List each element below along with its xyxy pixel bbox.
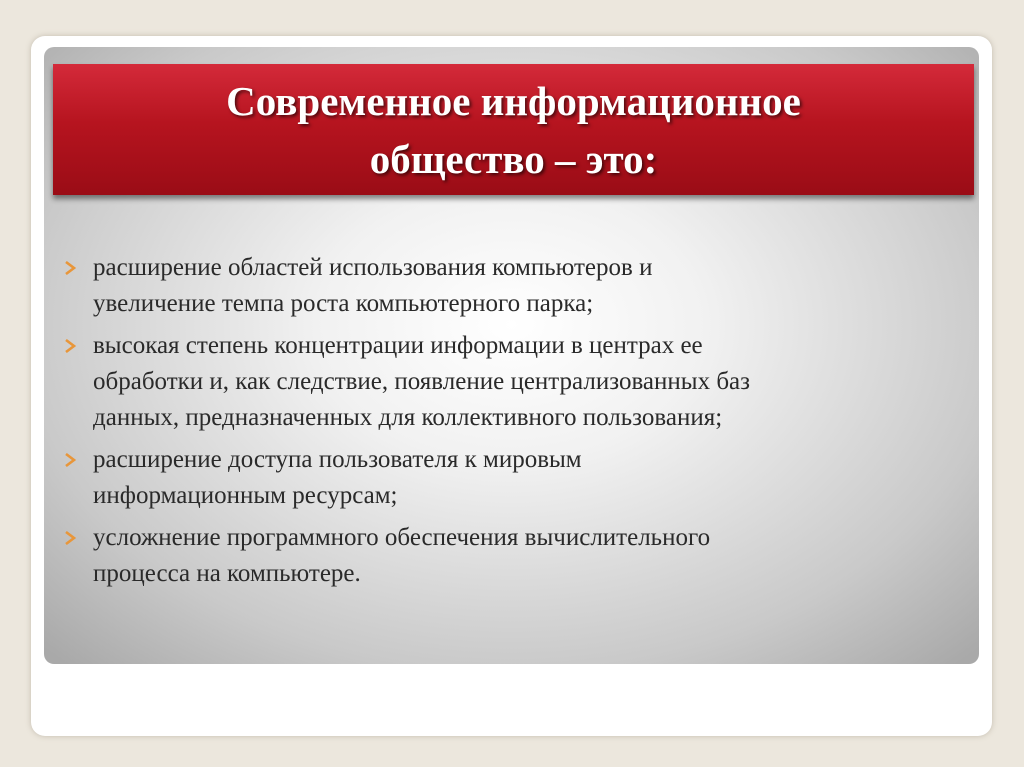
bullet-text-line: информационным ресурсам; — [93, 482, 398, 509]
bullet-text-line: процесса на компьютере. — [93, 560, 361, 587]
bullet-text-line: обработки и, как следствие, появление централизованных баз — [93, 368, 751, 395]
slide-title-line-2: общество – это: — [369, 135, 658, 182]
slide-title-line-1: Современное информационное — [226, 77, 801, 124]
bullet-text-line: высокая степень концентрации информации в центрах ее — [93, 332, 703, 359]
title-banner — [53, 64, 974, 195]
bullet-item — [64, 328, 964, 436]
slide-frame — [31, 36, 992, 736]
slide-title — [226, 72, 801, 188]
chevron-right-icon — [64, 250, 82, 286]
bullet-item — [64, 250, 964, 322]
bullet-text-line: усложнение программного обеспечения вычислительного — [93, 524, 711, 551]
bullet-item — [64, 520, 964, 592]
bullet-text-line: расширение доступа пользователя к мировым — [93, 446, 582, 473]
bullet-list — [64, 250, 964, 598]
bullet-text-line: расширение областей использования компьютеров и — [93, 254, 653, 281]
bullet-item — [64, 442, 964, 514]
bullet-text-line: данных, предназначенных для коллективного пользования; — [93, 404, 723, 431]
content-panel — [44, 47, 979, 664]
bullet-text-line: увеличение темпа роста компьютерного парка; — [93, 290, 594, 317]
chevron-right-icon — [64, 442, 82, 478]
chevron-right-icon — [64, 520, 82, 556]
chevron-right-icon — [64, 328, 82, 364]
